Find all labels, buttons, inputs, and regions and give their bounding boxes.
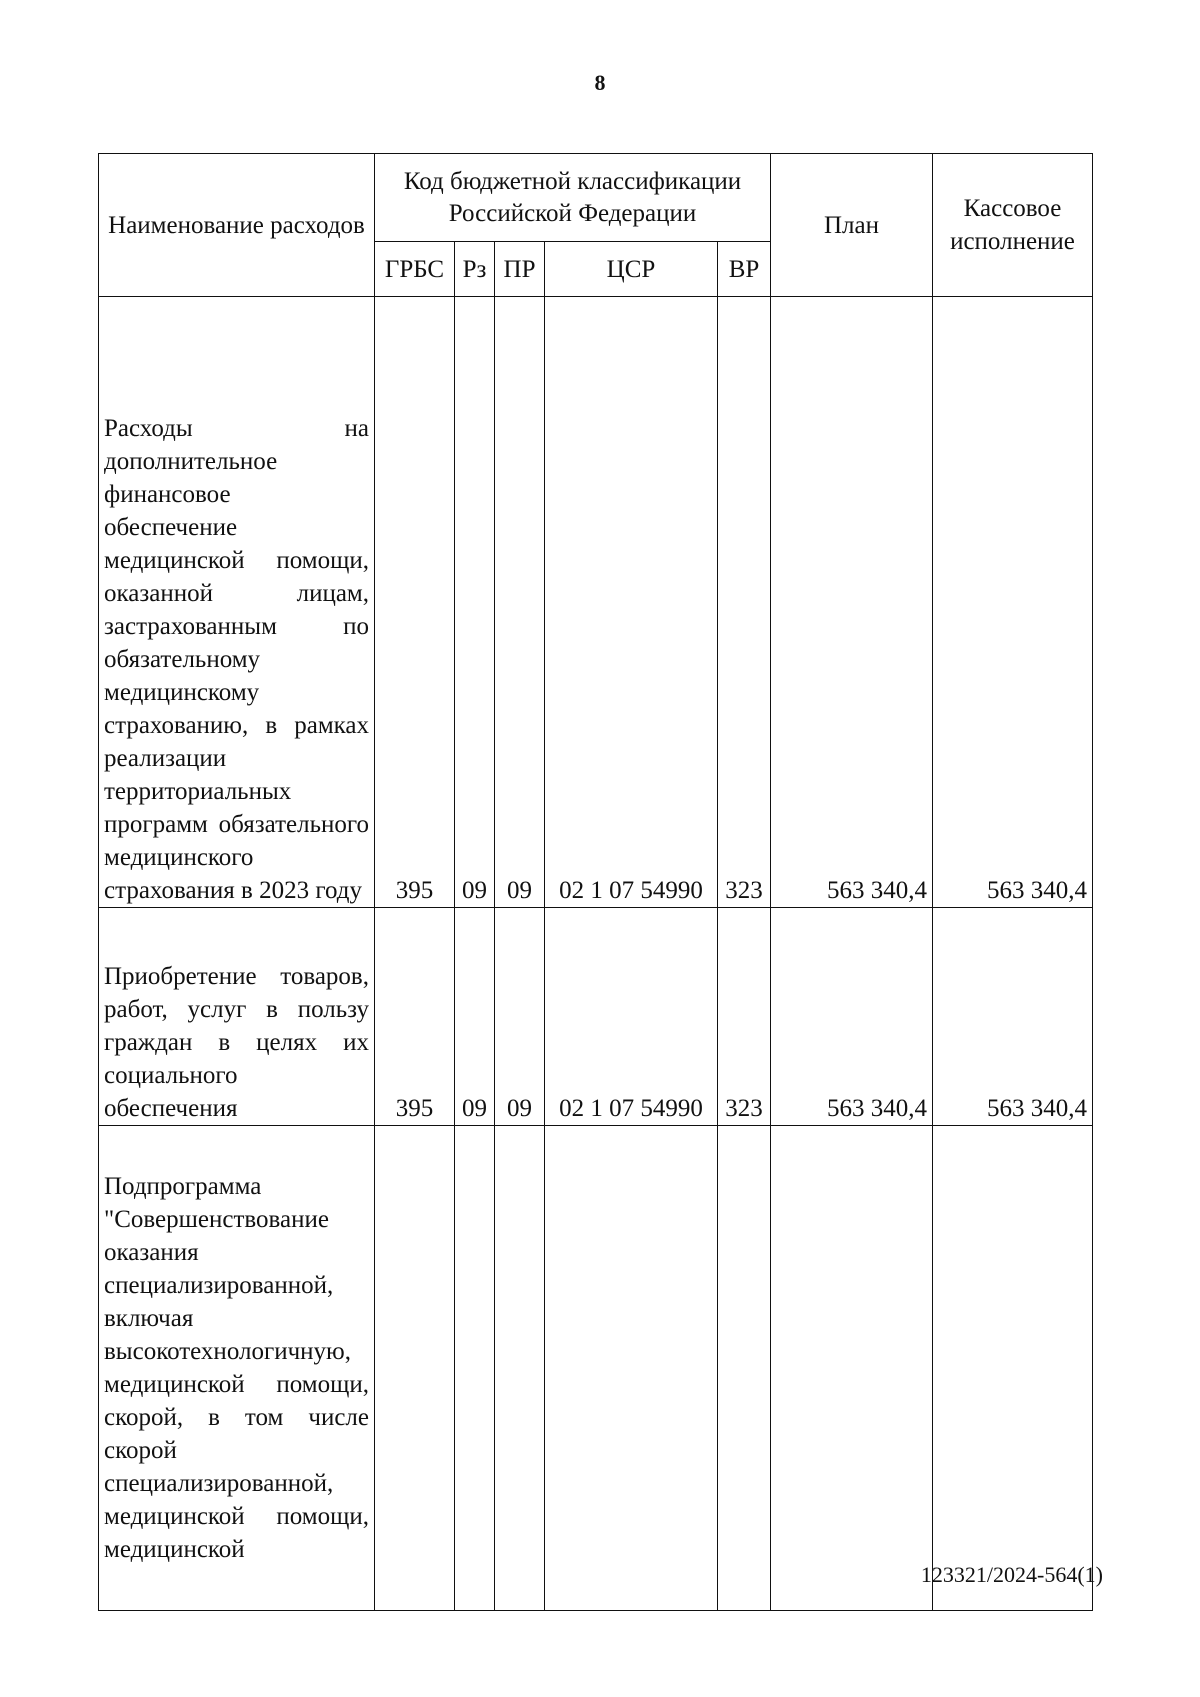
document-id: 123321/2024-564(1): [920, 1562, 1103, 1587]
table-header: [99, 154, 1093, 297]
header-cash-execution: Кассовое исполнение: [933, 154, 1093, 297]
row-name: Подпрограмма "Совершенствование оказания специализированной, включая высокотехнологичную, медицинской помощи, скорой, в том числе скорой специализированной, медицинской помощи, медицинской: [99, 1126, 375, 1611]
table-row: [99, 908, 1093, 1126]
row-csr: 02 1 07 54990: [545, 908, 718, 1126]
row-plan: [771, 1126, 933, 1611]
row-csr: 02 1 07 54990: [545, 297, 718, 908]
header-rz: Рз: [455, 242, 495, 297]
row-rz: 09: [455, 297, 495, 908]
row-pr: 09: [495, 908, 545, 1126]
row-grbs: 395: [375, 908, 455, 1126]
row-rz: 09: [455, 908, 495, 1126]
table-row: [99, 297, 1093, 908]
row-name: Приобретение товаров, работ, услуг в пользу граждан в целях их социального обеспечения: [99, 908, 375, 1126]
header-name: Наименование расходов: [99, 154, 375, 297]
table-row: [99, 1126, 1093, 1611]
row-vr: 323: [718, 297, 771, 908]
row-name: Расходы на дополнительное финансовое обеспечение медицинской помощи, оказанной лицам, застрахованным по обязательному медицинскому страхованию, в рамках реализации территориальных программ обязательного медицинского страхования в 2023 году: [99, 297, 375, 908]
row-vr: 323: [718, 908, 771, 1126]
row-rz: [455, 1126, 495, 1611]
row-plan: 563 340,4: [771, 908, 933, 1126]
row-vr: [718, 1126, 771, 1611]
header-csr: ЦСР: [545, 242, 718, 297]
row-cash-execution: 563 340,4: [933, 297, 1093, 908]
row-pr: 09: [495, 297, 545, 908]
row-cash-execution: [933, 1126, 1093, 1611]
header-pr: ПР: [495, 242, 545, 297]
row-grbs: [375, 1126, 455, 1611]
row-grbs: 395: [375, 297, 455, 908]
page-number: 8: [594, 70, 606, 95]
budget-table: [98, 153, 1093, 1611]
row-cash-execution: 563 340,4: [933, 908, 1093, 1126]
row-csr: [545, 1126, 718, 1611]
header-plan: План: [771, 154, 933, 297]
row-pr: [495, 1126, 545, 1611]
header-grbs: ГРБС: [375, 242, 455, 297]
header-code-group: Код бюджетной классификации Российской Федерации: [375, 154, 771, 242]
row-plan: 563 340,4: [771, 297, 933, 908]
header-vr: ВР: [718, 242, 771, 297]
